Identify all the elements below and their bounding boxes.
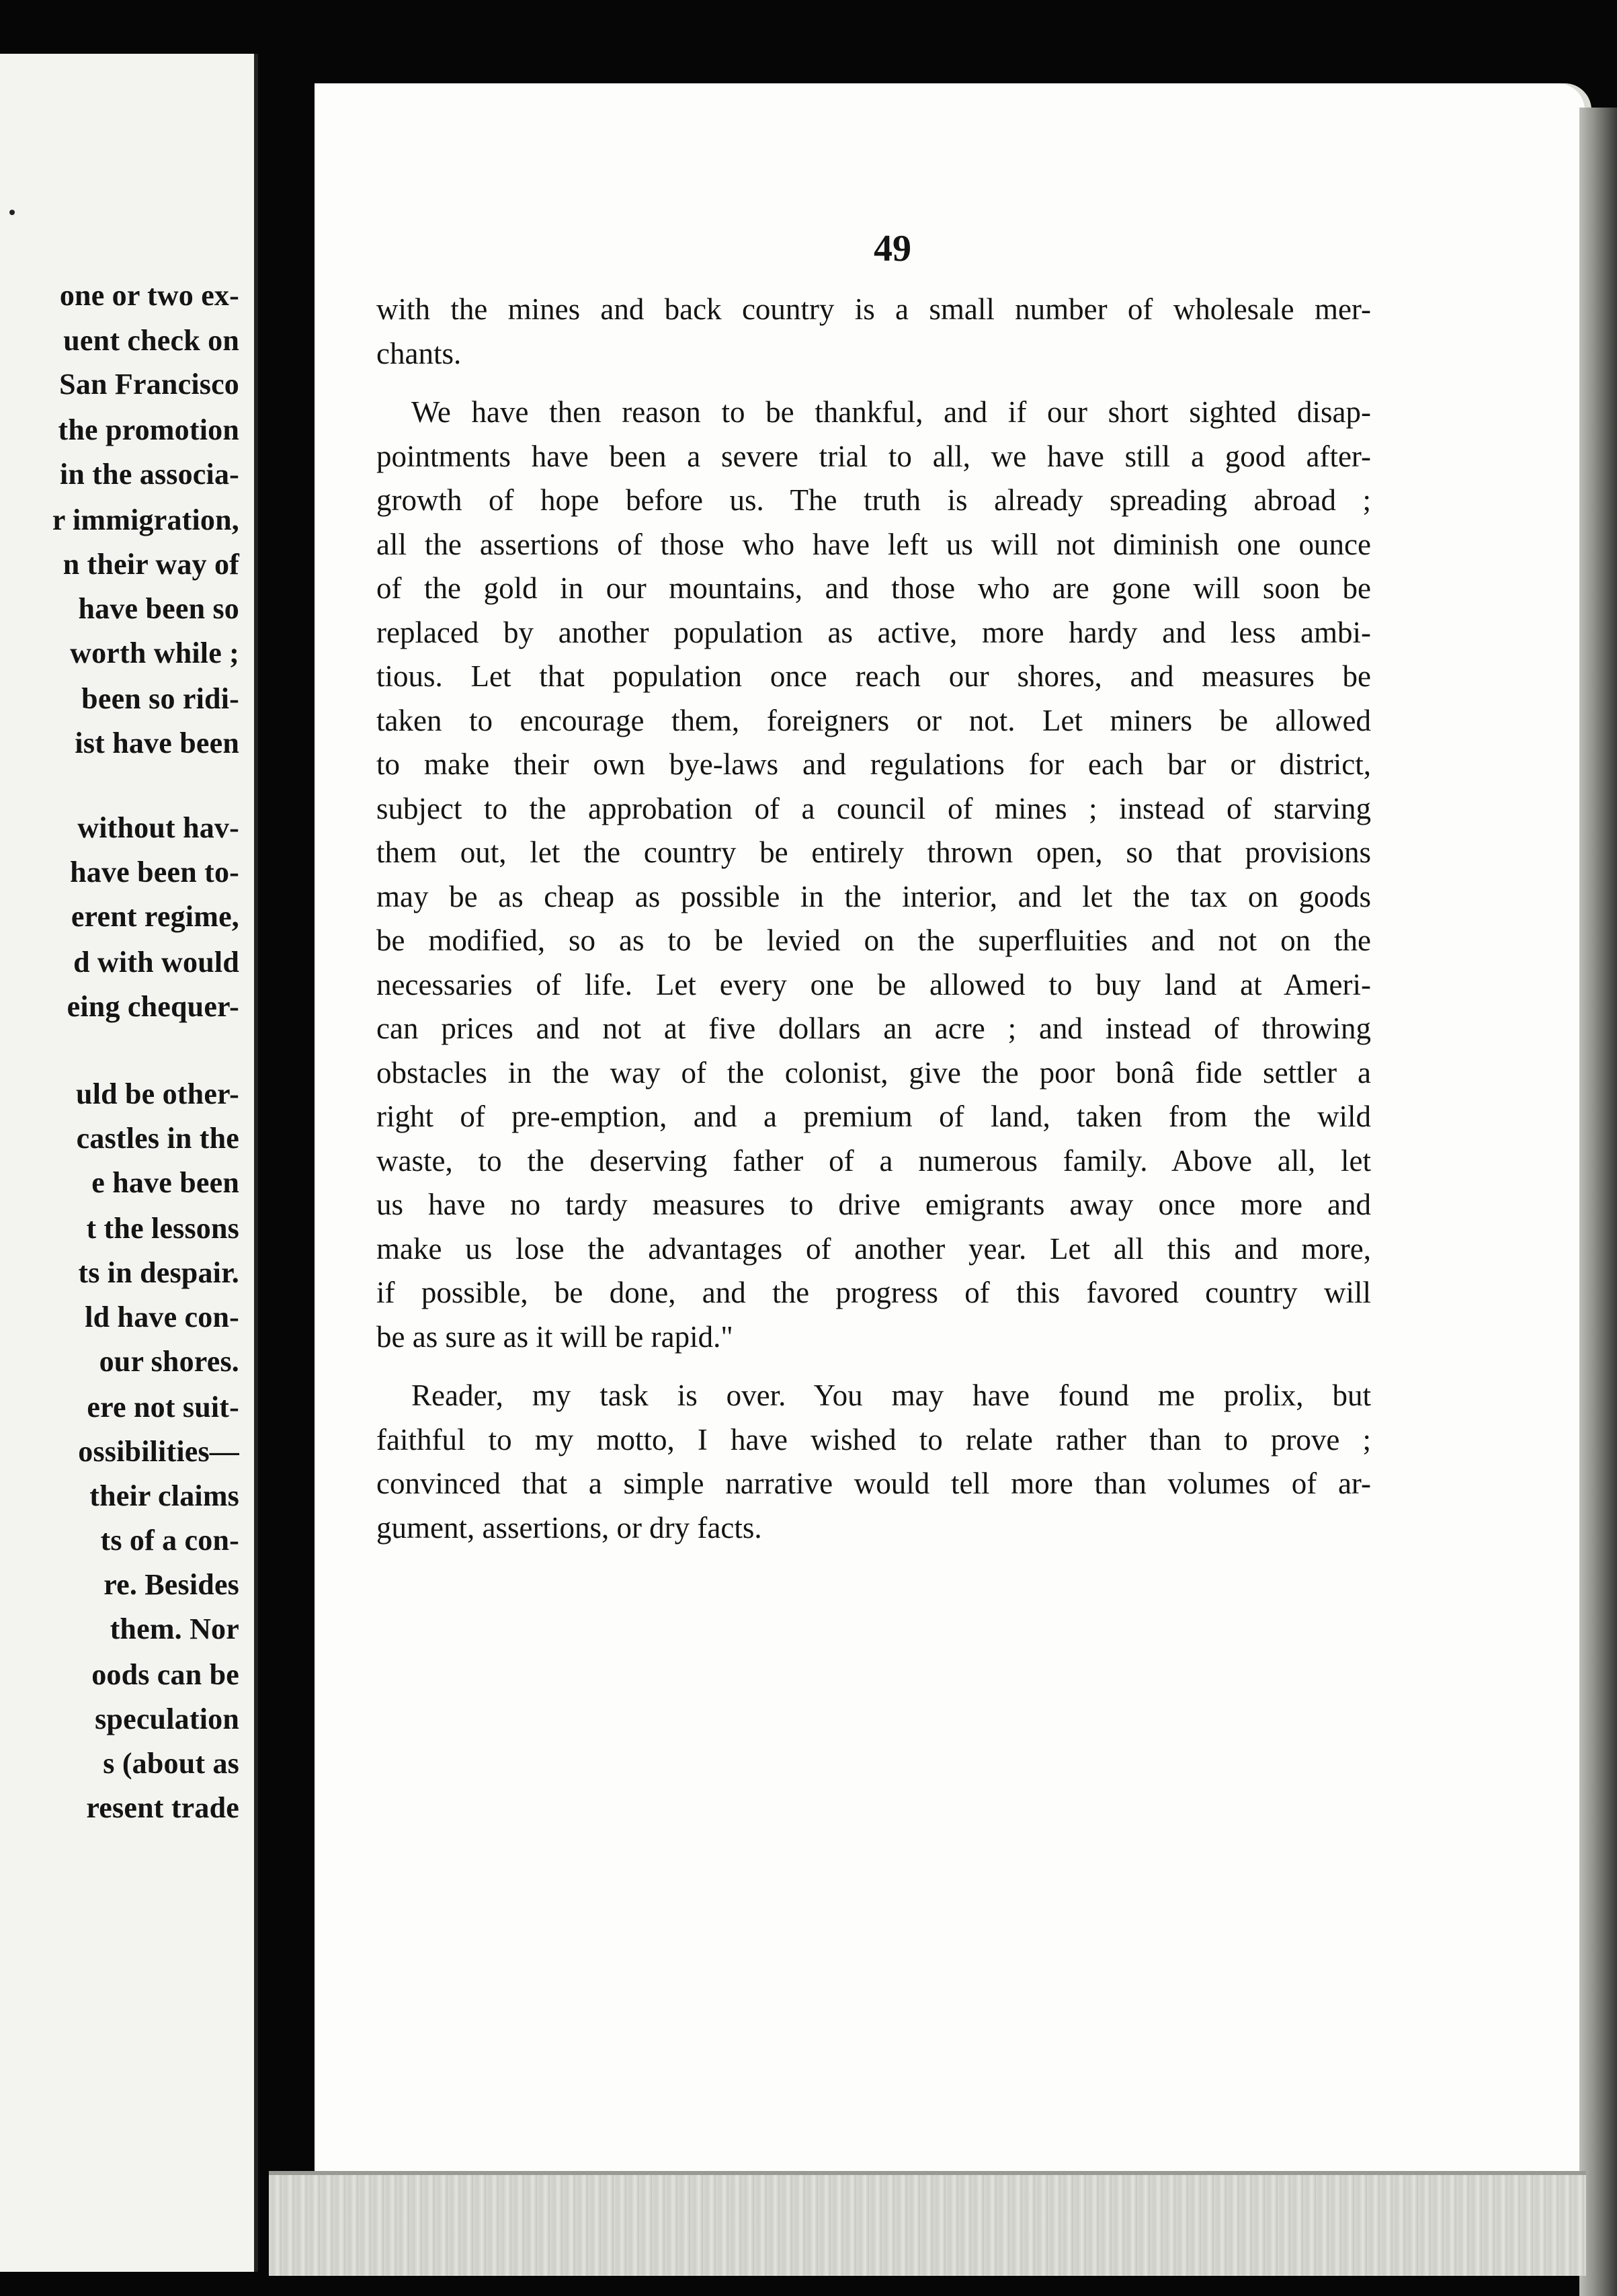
left-page-line: San Francisco: [59, 368, 239, 401]
text-line: convinced that a simple narrative would tell more than volumes of ar-: [376, 1467, 1371, 1500]
text-line: gument, assertions, or dry facts.: [376, 1510, 762, 1545]
left-page-line: ere not suit-: [87, 1391, 239, 1424]
text-line: faithful to my motto, I have wished to relate rather than to prove ;: [376, 1422, 1371, 1457]
left-page-line: uent check on: [63, 324, 239, 357]
left-page-line: erent regime,: [71, 900, 239, 933]
paragraph: [376, 391, 1371, 1359]
text-line: replaced by another population as active, more hardy and less ambi-: [376, 615, 1371, 649]
paragraph: [376, 1374, 1371, 1550]
left-page-line: have been so: [78, 592, 239, 625]
text-line: right of pre-emption, and a premium of land, taken from the wild: [376, 1100, 1371, 1133]
text-line: be modified, so as to be levied on the superfluities and not on the: [376, 924, 1371, 957]
left-page-line: re. Besides: [103, 1568, 239, 1601]
left-page-line: our shores.: [99, 1345, 239, 1378]
left-page-line: speculation: [95, 1703, 239, 1735]
text-line: tious. Let that population once reach our shores, and measures be: [376, 659, 1371, 693]
text-line: growth of hope before us. The truth is already spreading abroad ;: [376, 483, 1371, 517]
page-stack-edge: [1579, 108, 1617, 2296]
left-page-line: s (about as: [103, 1747, 239, 1780]
text-line: Reader, my task is over. You may have found me prolix, but: [411, 1379, 1371, 1412]
bottom-page-edge: [269, 2171, 1586, 2276]
text-line: chants.: [376, 336, 462, 370]
left-page-line: oods can be: [91, 1658, 239, 1691]
text-line: be as sure as it will be rapid.": [376, 1319, 733, 1354]
text-line: all the assertions of those who have left us will not diminish one ounce: [376, 527, 1371, 561]
left-page-line: ossibilities—: [78, 1435, 239, 1468]
text-line: may be as cheap as possible in the interior, and let the tax on goods: [376, 879, 1371, 913]
text-line: make us lose the advantages of another year. Let all this and more,: [376, 1231, 1371, 1266]
left-page-line: resent trade: [86, 1791, 239, 1824]
paragraph: [376, 288, 1371, 376]
left-page-line: ts in despair.: [78, 1256, 239, 1289]
left-page-line: them. Nor: [110, 1612, 239, 1645]
left-page-line: ld have con-: [85, 1301, 239, 1334]
left-page-line: one or two ex-: [59, 279, 239, 312]
text-line: obstacles in the way of the colonist, give the poor bonâ fide settler a: [376, 1055, 1371, 1090]
left-page-line: t the lessons: [86, 1212, 239, 1245]
left-page-line: d with would: [73, 946, 239, 979]
text-line: them out, let the country be entirely thrown open, so that provisions: [376, 835, 1371, 869]
text-line: of the gold in our mountains, and those who are gone will soon be: [376, 571, 1371, 605]
left-page-line: ist have been: [75, 727, 239, 760]
left-page-line: castles in the: [76, 1122, 239, 1155]
text-line: us have no tardy measures to drive emigrants away once more and: [376, 1188, 1371, 1221]
paragraph-gap: [376, 376, 1371, 391]
left-page-line: without hav-: [77, 811, 239, 844]
text-line: We have then reason to be thankful, and if our short sighted disap-: [411, 395, 1371, 429]
left-page-line: n their way of: [63, 548, 239, 581]
left-page-line: been so ridi-: [81, 682, 239, 715]
text-line: necessaries of life. Let every one be allowed to buy land at Ameri-: [376, 967, 1371, 1001]
ink-speck: [9, 210, 15, 215]
left-facing-page: [0, 54, 258, 2272]
paragraph-gap: [376, 1359, 1371, 1374]
left-page-line: in the associa-: [60, 458, 239, 491]
left-page-line: the promotion: [58, 413, 239, 446]
left-page-line: worth while ;: [70, 637, 239, 669]
left-page-line: e have been: [91, 1166, 239, 1199]
text-line: subject to the approbation of a council of mines ; instead of starving: [376, 791, 1371, 825]
page-number: 49: [874, 228, 911, 270]
left-page-line: r immigration,: [52, 503, 239, 536]
text-line: with the mines and back country is a small number of wholesale mer-: [376, 292, 1371, 326]
text-line: to make their own bye-laws and regulations for each bar or district,: [376, 747, 1371, 781]
left-page-line: their claims: [89, 1479, 239, 1512]
left-page-line: ts of a con-: [100, 1524, 239, 1557]
text-line: taken to encourage them, foreigners or not. Let miners be allowed: [376, 703, 1371, 737]
text-line: if possible, be done, and the progress of this favored country will: [376, 1276, 1371, 1309]
left-page-line: eing chequer-: [67, 990, 239, 1023]
text-line: waste, to the deserving father of a numerous family. Above all, let: [376, 1143, 1371, 1178]
text-line: pointments have been a severe trial to all, we have still a good after-: [376, 439, 1371, 473]
text-line: can prices and not at five dollars an acre ; and instead of throwing: [376, 1012, 1371, 1045]
left-page-line: uld be other-: [76, 1077, 239, 1110]
left-page-line: have been to-: [70, 856, 239, 889]
body-text: [376, 288, 1371, 1550]
